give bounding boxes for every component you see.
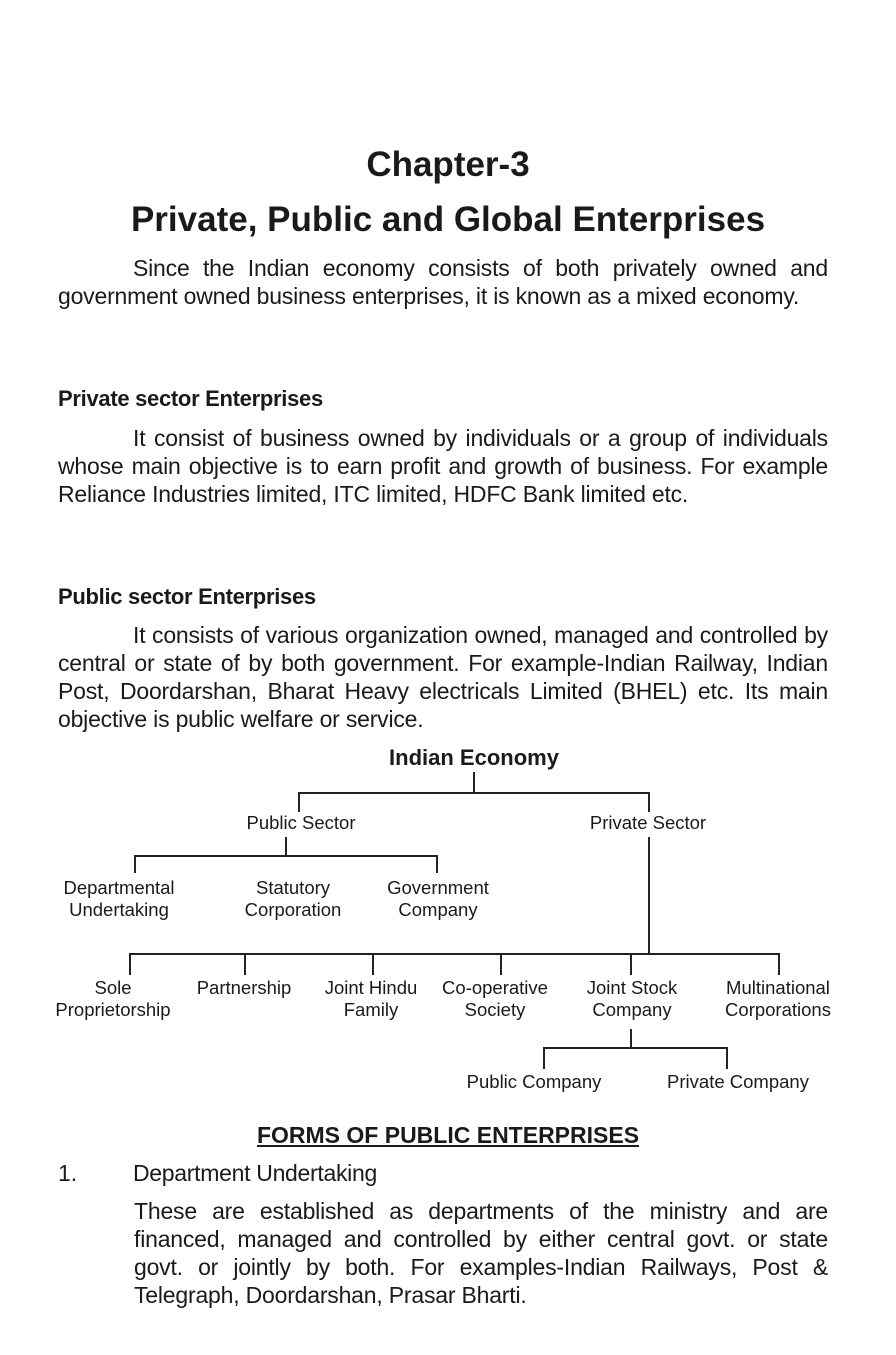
node-departmental-undertaking — [63, 877, 174, 921]
node-line: Corporation — [244, 899, 342, 920]
connector — [630, 1029, 632, 1049]
node-statutory-corporation — [245, 877, 342, 921]
item-title: Department Undertaking — [133, 1160, 377, 1186]
node-line: Partnership — [196, 977, 292, 998]
item-paragraph: These are established as departments of the ministry and are financed, managed and controlled by either central govt. or state govt. or jointly by both. For examples-Indian Railways, Post & Telegraph, Doordarshan, Prasar Bharti. — [134, 1198, 828, 1308]
item-number: 1. — [58, 1160, 78, 1186]
connector — [726, 1047, 728, 1069]
connector — [134, 855, 136, 873]
connector — [129, 953, 780, 955]
node-cooperative-society — [442, 977, 548, 1021]
connector — [543, 1047, 728, 1049]
connector — [500, 953, 502, 975]
node-line: Company — [398, 899, 478, 920]
connector — [543, 1047, 545, 1069]
node-sole-proprietorship — [55, 977, 170, 1021]
node-line: Family — [343, 999, 399, 1020]
connector — [648, 837, 650, 955]
connector — [372, 953, 374, 975]
public-sector-paragraph: It consists of various organization owned, managed and controlled by central or state of by both government. For example-Indian Railway, Indian Post, Doordarshan, Bharat Heavy electricals Limited (BHEL) etc. Its main objective is public welfare or service. — [58, 622, 828, 732]
connector — [298, 792, 300, 812]
node-government-company — [387, 877, 489, 921]
node-line: Company — [592, 999, 672, 1020]
public-sector-heading: Public sector Enterprises — [58, 584, 316, 609]
node-indian-economy: Indian Economy — [389, 745, 559, 770]
node-line: Joint Hindu — [324, 977, 418, 998]
node-private-sector: Private Sector — [589, 812, 707, 833]
node-line: Joint Stock — [586, 977, 678, 998]
chapter-title: Private, Public and Global Enterprises — [130, 200, 766, 239]
node-line: Government — [387, 877, 489, 898]
connector — [648, 792, 650, 812]
node-line: Multinational — [726, 977, 830, 998]
connector — [129, 953, 131, 975]
connector — [630, 953, 632, 975]
node-public-sector: Public Sector — [246, 812, 356, 833]
intro-paragraph: Since the Indian economy consists of both privately owned and government owned business enterprises, it is known as a mixed economy. — [58, 255, 828, 309]
connector — [298, 792, 650, 794]
node-line: Corporations — [725, 999, 831, 1020]
private-sector-paragraph: It consist of business owned by individuals or a group of individuals whose main objective is to earn profit and growth of business. For example Reliance Industries limited, ITC limited, HDFC Bank limited etc. — [58, 425, 828, 507]
node-joint-stock-company — [587, 977, 678, 1021]
node-line: Undertaking — [69, 899, 169, 920]
connector — [134, 855, 438, 857]
connector — [473, 772, 475, 794]
node-joint-hindu-family — [325, 977, 418, 1021]
node-line: Departmental — [63, 877, 175, 898]
node-line: Co-operative — [442, 977, 548, 998]
connector — [436, 855, 438, 873]
connector — [244, 953, 246, 975]
node-line: Society — [464, 999, 526, 1020]
chapter-number: Chapter-3 — [366, 145, 530, 184]
private-sector-heading: Private sector Enterprises — [58, 386, 323, 411]
node-private-company: Private Company — [667, 1071, 809, 1092]
node-line: Sole — [94, 977, 132, 998]
connector — [285, 837, 287, 857]
connector — [778, 953, 780, 975]
node-line: Statutory — [255, 877, 331, 898]
node-multinational-corporations — [725, 977, 831, 1021]
node-partnership — [197, 977, 292, 999]
node-line: Proprietorship — [55, 999, 171, 1020]
forms-heading: FORMS OF PUBLIC ENTERPRISES — [256, 1122, 640, 1148]
node-public-company: Public Company — [466, 1071, 602, 1092]
